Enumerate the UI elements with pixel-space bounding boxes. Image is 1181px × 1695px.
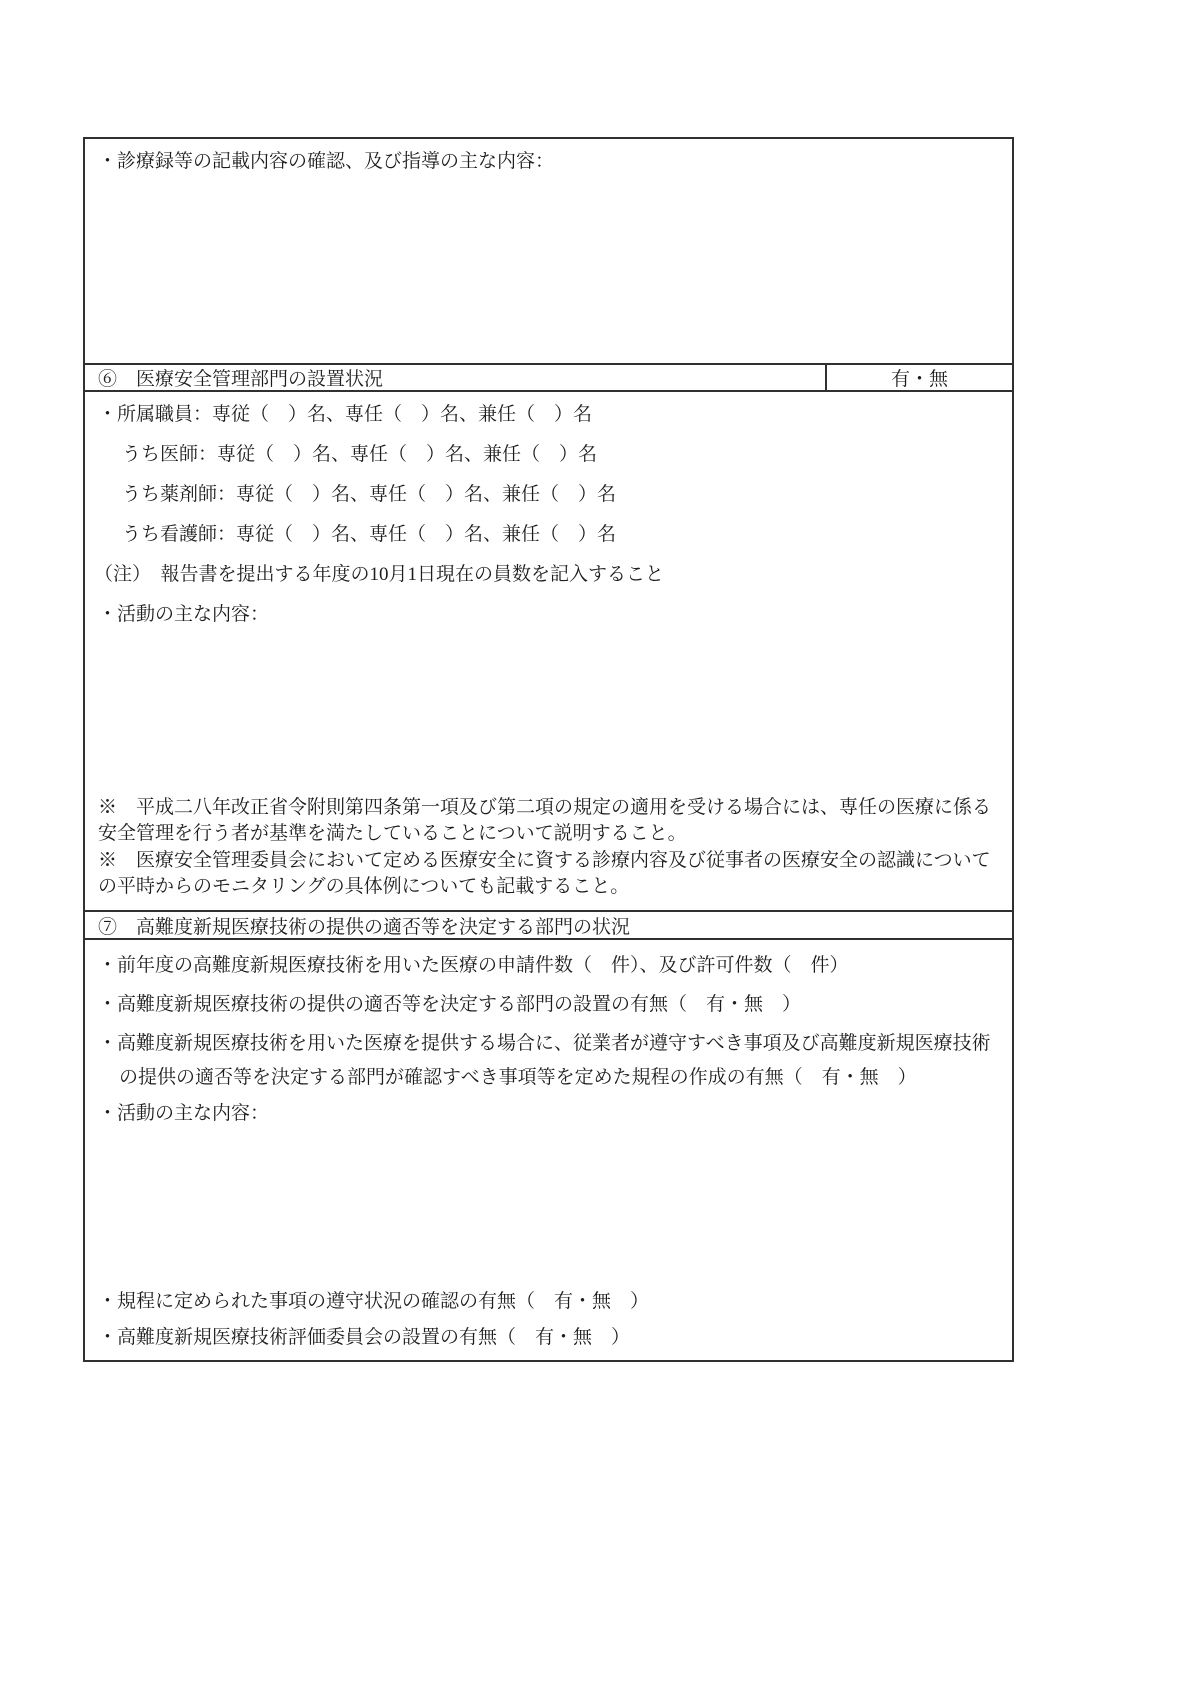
section6-number-title: ⑥ 医療安全管理部門の設置状況	[85, 365, 827, 390]
department-presence-line: ・高難度新規医療技術の提供の適否等を決定する部門の設置の有無（ 有・無 ）	[98, 994, 802, 1015]
regulation-creation-line: ・高難度新規医療技術を用いた医療を提供する場合に、従業者が遵守すべき事項及び高難度新規医療技術の提供の適否等を決定する部門が確認すべき事項等を定めた規程の作成の有無（ 有・無 ）	[98, 1033, 991, 1088]
staff-line-pharmacist: うち薬剤師：専従（ ）名、専任（ ）名、兼任（ ）名	[122, 484, 617, 505]
section6-body-cell	[85, 392, 1012, 910]
report-form-table	[83, 137, 1014, 1362]
compliance-check-line: ・規程に定められた事項の遵守状況の確認の有無（ 有・無 ）	[98, 1291, 650, 1312]
medical-record-review-cell	[85, 139, 1012, 363]
section7-number-title: ⑦ 高難度新規医療技術の提供の適否等を決定する部門の状況	[98, 916, 631, 938]
staff-line-total: ・所属職員：専従（ ）名、専任（ ）名、兼任（ ）名	[98, 404, 593, 425]
section6-availability: 有・無	[890, 369, 948, 390]
section6-footnote-1: ※ 平成二八年改正省令附則第四条第一項及び第二項の規定の適用を受ける場合には、専任の医療に係る安全管理を行う者が基準を満たしていることについて説明すること。	[98, 797, 992, 844]
section6-activity-blank-area	[98, 641, 999, 795]
section6-header-row	[85, 363, 1012, 392]
evaluation-committee-line: ・高難度新規医療技術評価委員会の設置の有無（ 有・無 ）	[98, 1327, 631, 1348]
section7-body-cell	[85, 940, 1012, 1360]
application-count-line: ・前年度の高難度新規医療技術を用いた医療の申請件数（ 件）、及び許可件数（ 件）	[98, 955, 849, 976]
staff-line-doctor: うち医師：専従（ ）名、専任（ ）名、兼任（ ）名	[122, 444, 598, 465]
section7-activity-label: ・活動の主な内容：	[98, 1103, 270, 1124]
section7-activity-blank-area	[98, 1140, 999, 1288]
section6-footnote-2: ※ 医療安全管理委員会において定める医療安全に資する診療内容及び従事者の医療安全の認識についての平時からのモニタリングの具体例についても記載すること。	[98, 850, 991, 897]
section6-activity-label: ・活動の主な内容：	[98, 604, 270, 625]
section7-header-row	[85, 910, 1012, 940]
staff-line-nurse: うち看護師：専従（ ）名、専任（ ）名、兼任（ ）名	[122, 524, 617, 545]
medical-record-review-label: ・診療録等の記載内容の確認、及び指導の主な内容：	[98, 151, 555, 172]
staff-count-note: （注） 報告書を提出する年度の10月1日現在の員数を記入すること	[94, 564, 665, 585]
